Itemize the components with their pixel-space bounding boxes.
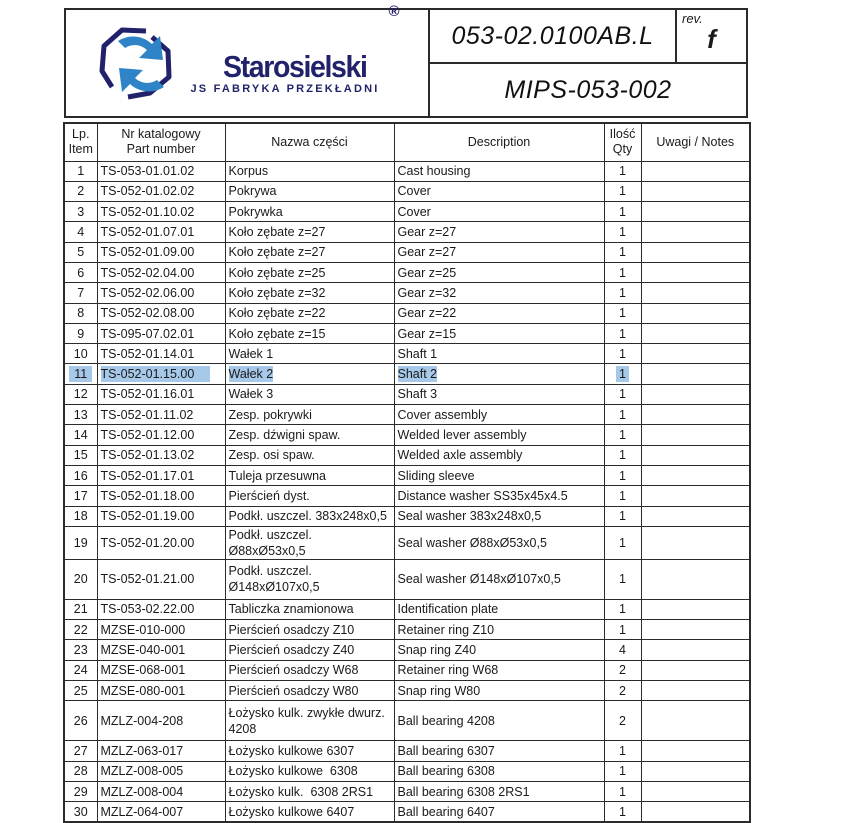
drawing-number-row <box>430 10 746 64</box>
cell-description: Shaft 3 <box>394 384 604 404</box>
table-row[interactable] <box>64 681 750 701</box>
cell-notes <box>641 781 750 801</box>
cell-item: 1 <box>64 161 97 181</box>
cell-name: Pierścień osadczy W80 <box>225 681 394 701</box>
cell-notes <box>641 405 750 425</box>
cell-qty: 2 <box>604 681 641 701</box>
cell-qty: 1 <box>604 506 641 526</box>
cell-description: Gear z=15 <box>394 323 604 343</box>
cell-name: Pierścień osadczy Z40 <box>225 640 394 660</box>
cell-item: 10 <box>64 344 97 364</box>
table-row[interactable] <box>64 181 750 201</box>
cell-part-number: TS-052-01.13.02 <box>97 445 225 465</box>
cell-item: 6 <box>64 262 97 282</box>
cell-name: Łożysko kulkowe 6407 <box>225 802 394 822</box>
cell-description: Seal washer Ø88xØ53x0,5 <box>394 526 604 559</box>
cell-qty: 1 <box>604 181 641 201</box>
table-row[interactable] <box>64 761 750 781</box>
table-row[interactable] <box>64 384 750 404</box>
table-row[interactable] <box>64 303 750 323</box>
table-row[interactable] <box>64 506 750 526</box>
cell-notes <box>641 701 750 741</box>
cell-part-number: MZLZ-063-017 <box>97 741 225 761</box>
table-row[interactable] <box>64 599 750 619</box>
registered-trademark-icon: ® <box>388 3 400 20</box>
cell-part-number: TS-052-01.11.02 <box>97 405 225 425</box>
cell-qty: 1 <box>604 781 641 801</box>
cell-name: Pokrywka <box>225 202 394 222</box>
cell-name: Tuleja przesuwna <box>225 465 394 485</box>
cell-part-number: TS-052-01.09.00 <box>97 242 225 262</box>
cell-part-number: TS-052-01.10.02 <box>97 202 225 222</box>
cell-notes <box>641 640 750 660</box>
table-row[interactable] <box>64 242 750 262</box>
cell-description: Seal washer 383x248x0,5 <box>394 506 604 526</box>
cell-item: 9 <box>64 323 97 343</box>
cell-description: Ball bearing 6308 2RS1 <box>394 781 604 801</box>
cell-name: Koło zębate z=22 <box>225 303 394 323</box>
cell-name: Koło zębate z=25 <box>225 262 394 282</box>
drawing-number-cell <box>430 10 675 62</box>
cell-item: 22 <box>64 620 97 640</box>
cell-notes <box>641 802 750 822</box>
cell-notes <box>641 465 750 485</box>
cell-item: 17 <box>64 486 97 506</box>
cell-qty: 1 <box>604 222 641 242</box>
cell-item: 28 <box>64 761 97 781</box>
header-description: Description <box>394 123 604 161</box>
header-part-number: Nr katalogowy Part number <box>97 123 225 161</box>
cell-part-number: TS-052-01.15.00 <box>97 364 225 384</box>
cell-description: Ball bearing 6307 <box>394 741 604 761</box>
logo-text-block <box>190 49 379 95</box>
cell-notes <box>641 242 750 262</box>
cell-part-number: MZSE-040-001 <box>97 640 225 660</box>
cell-name: Korpus <box>225 161 394 181</box>
cell-notes <box>641 486 750 506</box>
cell-description: Gear z=22 <box>394 303 604 323</box>
rev-label: rev. <box>682 11 703 26</box>
cell-part-number: TS-095-07.02.01 <box>97 323 225 343</box>
cell-name: Wałek 2 <box>225 364 394 384</box>
cell-part-number: MZSE-068-001 <box>97 660 225 680</box>
cell-item: 30 <box>64 802 97 822</box>
cell-notes <box>641 202 750 222</box>
cell-name: Pierścień osadczy W68 <box>225 660 394 680</box>
cell-name: Wałek 3 <box>225 384 394 404</box>
cell-part-number: TS-052-01.19.00 <box>97 506 225 526</box>
cell-description: Welded axle assembly <box>394 445 604 465</box>
cell-part-number: TS-052-02.06.00 <box>97 283 225 303</box>
table-row[interactable] <box>64 640 750 660</box>
cell-description: Ball bearing 6407 <box>394 802 604 822</box>
cell-qty: 1 <box>604 761 641 781</box>
cell-name: Pierścień dyst. <box>225 486 394 506</box>
cell-item: 15 <box>64 445 97 465</box>
cell-item: 11 <box>64 364 97 384</box>
table-row[interactable] <box>64 802 750 822</box>
cell-item: 18 <box>64 506 97 526</box>
cell-notes <box>641 761 750 781</box>
cell-qty: 1 <box>604 741 641 761</box>
cell-name: Pierścień osadczy Z10 <box>225 620 394 640</box>
cell-qty: 1 <box>604 344 641 364</box>
cell-qty: 1 <box>604 445 641 465</box>
cell-qty: 2 <box>604 701 641 741</box>
cell-item: 12 <box>64 384 97 404</box>
cell-notes <box>641 425 750 445</box>
cell-notes <box>641 559 750 599</box>
cell-item: 26 <box>64 701 97 741</box>
cell-name: Łożysko kulkowe 6308 <box>225 761 394 781</box>
header-item: Lp. Item <box>64 123 97 161</box>
cell-notes <box>641 506 750 526</box>
cell-part-number: TS-052-01.20.00 <box>97 526 225 559</box>
cell-qty: 1 <box>604 465 641 485</box>
table-row[interactable] <box>64 202 750 222</box>
cell-name: Zesp. pokrywki <box>225 405 394 425</box>
cell-qty: 1 <box>604 262 641 282</box>
header-notes: Uwagi / Notes <box>641 123 750 161</box>
cell-description: Retainer ring W68 <box>394 660 604 680</box>
cell-item: 8 <box>64 303 97 323</box>
cell-qty: 1 <box>604 384 641 404</box>
cell-part-number: TS-052-01.18.00 <box>97 486 225 506</box>
cell-notes <box>641 222 750 242</box>
cell-description: Gear z=27 <box>394 222 604 242</box>
cell-description: Cover assembly <box>394 405 604 425</box>
cell-item: 21 <box>64 599 97 619</box>
cell-item: 20 <box>64 559 97 599</box>
cell-item: 14 <box>64 425 97 445</box>
cell-qty: 1 <box>604 303 641 323</box>
cell-description: Ball bearing 4208 <box>394 701 604 741</box>
cell-notes <box>641 384 750 404</box>
cell-name: Łożysko kulk. 6308 2RS1 <box>225 781 394 801</box>
table-row[interactable] <box>64 781 750 801</box>
cell-name: Podkł. uszczel. Ø88xØ53x0,5 <box>225 526 394 559</box>
table-row[interactable] <box>64 262 750 282</box>
table-row[interactable] <box>64 364 750 384</box>
cell-qty: 1 <box>604 425 641 445</box>
cell-qty: 2 <box>604 660 641 680</box>
table-row[interactable] <box>64 161 750 181</box>
logo <box>96 3 400 107</box>
cell-qty: 1 <box>604 405 641 425</box>
cell-description: Distance washer SS35x45x4.5 <box>394 486 604 506</box>
cell-notes <box>641 283 750 303</box>
cell-notes <box>641 303 750 323</box>
cell-description: Cast housing <box>394 161 604 181</box>
cell-item: 5 <box>64 242 97 262</box>
cell-qty: 1 <box>604 283 641 303</box>
cell-notes <box>641 599 750 619</box>
cell-name: Koło zębate z=32 <box>225 283 394 303</box>
cell-qty: 1 <box>604 202 641 222</box>
cell-item: 13 <box>64 405 97 425</box>
cell-item: 7 <box>64 283 97 303</box>
cell-description: Gear z=25 <box>394 262 604 282</box>
cell-item: 16 <box>64 465 97 485</box>
cell-description: Gear z=32 <box>394 283 604 303</box>
table-row[interactable] <box>64 222 750 242</box>
cell-item: 3 <box>64 202 97 222</box>
cell-notes <box>641 526 750 559</box>
title-column <box>430 10 746 116</box>
cell-part-number: TS-052-01.12.00 <box>97 425 225 445</box>
cell-description: Retainer ring Z10 <box>394 620 604 640</box>
cell-part-number: TS-052-01.07.01 <box>97 222 225 242</box>
cell-qty: 1 <box>604 323 641 343</box>
cell-qty: 1 <box>604 364 641 384</box>
cell-part-number: TS-053-02.22.00 <box>97 599 225 619</box>
cell-item: 24 <box>64 660 97 680</box>
cell-name: Koło zębate z=15 <box>225 323 394 343</box>
cell-description: Identification plate <box>394 599 604 619</box>
cell-item: 2 <box>64 181 97 201</box>
cell-name: Podkł. uszczel. 383x248x0,5 <box>225 506 394 526</box>
title-block <box>64 3 748 118</box>
cell-part-number: MZSE-080-001 <box>97 681 225 701</box>
cell-part-number: MZLZ-008-004 <box>97 781 225 801</box>
cell-qty: 1 <box>604 802 641 822</box>
doc-number: MIPS-053-002 <box>504 75 672 104</box>
cell-qty: 1 <box>604 620 641 640</box>
revision-cell <box>675 10 746 62</box>
cell-notes <box>641 262 750 282</box>
cell-notes <box>641 323 750 343</box>
cell-name: Wałek 1 <box>225 344 394 364</box>
parts-table-header <box>64 123 750 161</box>
cell-name: Zesp. osi spaw. <box>225 445 394 465</box>
table-row[interactable] <box>64 344 750 364</box>
rev-value: f <box>707 24 716 54</box>
cell-description: Cover <box>394 202 604 222</box>
table-row[interactable] <box>64 559 750 599</box>
cell-item: 23 <box>64 640 97 660</box>
cell-part-number: TS-052-01.17.01 <box>97 465 225 485</box>
cell-qty: 1 <box>604 599 641 619</box>
cell-name: Łożysko kulkowe 6307 <box>225 741 394 761</box>
table-row[interactable] <box>64 323 750 343</box>
cell-notes <box>641 445 750 465</box>
cell-description: Snap ring Z40 <box>394 640 604 660</box>
cell-description: Seal washer Ø148xØ107x0,5 <box>394 559 604 599</box>
drawing-number: 053-02.0100AB.L <box>451 21 654 50</box>
cell-description: Gear z=27 <box>394 242 604 262</box>
table-row[interactable] <box>64 405 750 425</box>
cell-qty: 1 <box>604 526 641 559</box>
table-row[interactable] <box>64 660 750 680</box>
cell-item: 27 <box>64 741 97 761</box>
header-qty: Ilość Qty <box>604 123 641 161</box>
cell-name: Tabliczka znamionowa <box>225 599 394 619</box>
cell-qty: 1 <box>604 161 641 181</box>
table-row[interactable] <box>64 465 750 485</box>
table-row[interactable] <box>64 425 750 445</box>
doc-number-row <box>430 64 746 116</box>
cell-description: Welded lever assembly <box>394 425 604 445</box>
cell-name: Koło zębate z=27 <box>225 222 394 242</box>
table-row[interactable] <box>64 486 750 506</box>
table-row[interactable] <box>64 445 750 465</box>
cell-part-number: MZLZ-004-208 <box>97 701 225 741</box>
parts-table <box>63 122 751 823</box>
cell-notes <box>641 681 750 701</box>
cell-description: Shaft 1 <box>394 344 604 364</box>
cell-part-number: MZSE-010-000 <box>97 620 225 640</box>
cell-name: Zesp. dźwigni spaw. <box>225 425 394 445</box>
cell-item: 29 <box>64 781 97 801</box>
parts-table-body <box>64 161 750 822</box>
cell-description: Sliding sleeve <box>394 465 604 485</box>
cell-notes <box>641 344 750 364</box>
header-name: Nazwa części <box>225 123 394 161</box>
table-row[interactable] <box>64 526 750 559</box>
cell-part-number: TS-052-01.02.02 <box>97 181 225 201</box>
cell-notes <box>641 364 750 384</box>
gear-arrows-logo-icon <box>96 25 188 107</box>
table-row[interactable] <box>64 283 750 303</box>
cell-qty: 1 <box>604 242 641 262</box>
cell-qty: 4 <box>604 640 641 660</box>
table-row[interactable] <box>64 701 750 741</box>
cell-notes <box>641 741 750 761</box>
cell-qty: 1 <box>604 486 641 506</box>
cell-item: 25 <box>64 681 97 701</box>
cell-part-number: MZLZ-064-007 <box>97 802 225 822</box>
cell-item: 4 <box>64 222 97 242</box>
cell-description: Snap ring W80 <box>394 681 604 701</box>
cell-part-number: TS-052-01.14.01 <box>97 344 225 364</box>
cell-notes <box>641 660 750 680</box>
cell-part-number: TS-052-01.16.01 <box>97 384 225 404</box>
cell-description: Shaft 2 <box>394 364 604 384</box>
cell-part-number: TS-052-02.04.00 <box>97 262 225 282</box>
table-row[interactable] <box>64 620 750 640</box>
cell-name: Koło zębate z=27 <box>225 242 394 262</box>
brand-name: Starosielski <box>223 49 368 84</box>
cell-part-number: TS-052-02.08.00 <box>97 303 225 323</box>
cell-qty: 1 <box>604 559 641 599</box>
cell-name: Łożysko kulk. zwykłe dwurz. 4208 <box>225 701 394 741</box>
cell-item: 19 <box>64 526 97 559</box>
cell-description: Ball bearing 6308 <box>394 761 604 781</box>
cell-description: Cover <box>394 181 604 201</box>
cell-name: Podkł. uszczel. Ø148xØ107x0,5 <box>225 559 394 599</box>
logo-box <box>66 3 430 116</box>
cell-notes <box>641 161 750 181</box>
cell-part-number: TS-053-01.01.02 <box>97 161 225 181</box>
brand-tagline: JS FABRYKA PRZEKŁADNI <box>190 83 380 95</box>
cell-notes <box>641 620 750 640</box>
cell-name: Pokrywa <box>225 181 394 201</box>
cell-part-number: TS-052-01.21.00 <box>97 559 225 599</box>
cell-part-number: MZLZ-008-005 <box>97 761 225 781</box>
cell-notes <box>641 181 750 201</box>
table-row[interactable] <box>64 741 750 761</box>
